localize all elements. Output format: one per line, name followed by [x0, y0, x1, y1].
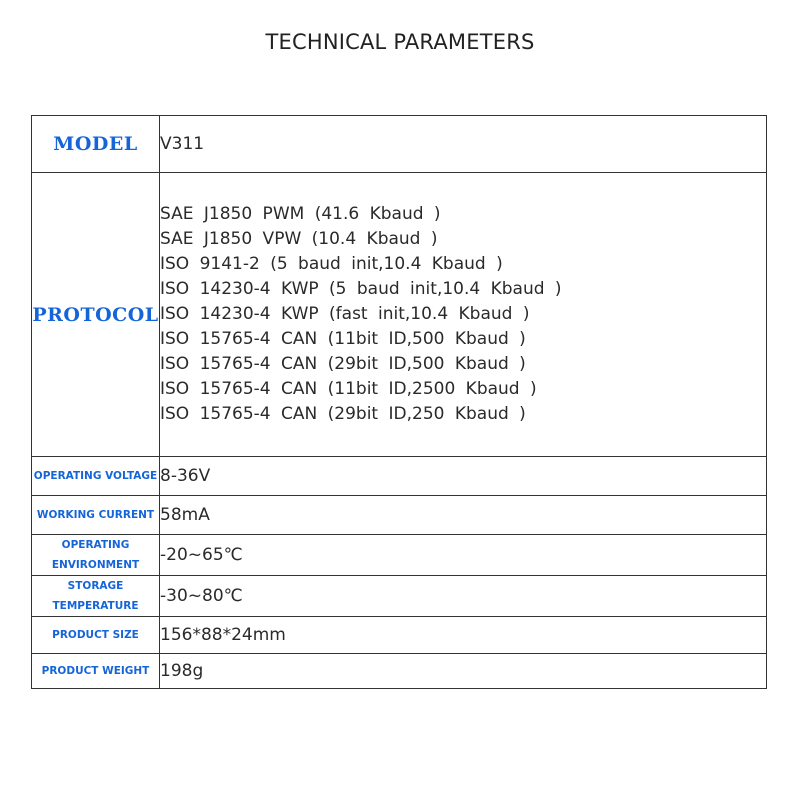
- protocol-item: ISO 15765-4 CAN (29bit ID,500 Kbaud ): [160, 354, 526, 374]
- protocol-item: ISO 14230-4 KWP (fast init,10.4 Kbaud ): [160, 304, 530, 324]
- operating-environment-label-cell: [32, 535, 160, 576]
- working-current-label-cell: [32, 496, 160, 535]
- operating-environment-value: -20~65℃: [160, 535, 767, 576]
- product-weight-label-cell: [32, 654, 160, 689]
- protocol-item: SAE J1850 PWM (41.6 Kbaud ): [160, 204, 441, 224]
- protocol-list: [160, 202, 766, 427]
- model-label: MODEL: [53, 133, 138, 155]
- table-row-operating-environment: [32, 535, 767, 576]
- protocol-value-cell: [160, 173, 767, 457]
- storage-temperature-label-cell: [32, 576, 160, 617]
- model-label-cell: [32, 116, 160, 173]
- protocol-item: SAE J1850 VPW (10.4 Kbaud ): [160, 229, 438, 249]
- protocol-item: ISO 9141-2 (5 baud init,10.4 Kbaud ): [160, 254, 503, 274]
- technical-parameters-table: [31, 115, 767, 689]
- operating-voltage-label-cell: [32, 457, 160, 496]
- product-weight-value: 198g: [160, 654, 767, 689]
- table-row-protocol: [32, 173, 767, 457]
- protocol-item: ISO 15765-4 CAN (11bit ID,2500 Kbaud ): [160, 379, 537, 399]
- table-row-product-size: [32, 617, 767, 654]
- table-row-working-current: [32, 496, 767, 535]
- protocol-item: ISO 15765-4 CAN (29bit ID,250 Kbaud ): [160, 404, 526, 424]
- protocol-label-cell: [32, 173, 160, 457]
- operating-environment-label-line2: ENVIRONMENT: [51, 559, 140, 571]
- table-row-operating-voltage: [32, 457, 767, 496]
- storage-temperature-label-line2: TEMPERATURE: [52, 600, 139, 612]
- page-title: TECHNICAL PARAMETERS: [265, 30, 535, 54]
- operating-voltage-value: 8-36V: [160, 457, 767, 496]
- product-size-value: 156*88*24mm: [160, 617, 767, 654]
- working-current-value: 58mA: [160, 496, 767, 535]
- model-value: V311: [160, 116, 767, 173]
- working-current-label: WORKING CURRENT: [36, 509, 155, 521]
- table-row-product-weight: [32, 654, 767, 689]
- product-size-label-cell: [32, 617, 160, 654]
- operating-voltage-label: OPERATING VOLTAGE: [33, 470, 158, 482]
- product-weight-label: PRODUCT WEIGHT: [41, 665, 150, 677]
- protocol-item: ISO 15765-4 CAN (11bit ID,500 Kbaud ): [160, 329, 526, 349]
- storage-temperature-value: -30~80℃: [160, 576, 767, 617]
- product-size-label: PRODUCT SIZE: [52, 629, 139, 641]
- operating-environment-label-line1: OPERATING: [61, 539, 130, 551]
- protocol-label: PROTOCOL: [32, 303, 159, 326]
- table-row-model: [32, 116, 767, 173]
- table-row-storage-temperature: [32, 576, 767, 617]
- protocol-item: ISO 14230-4 KWP (5 baud init,10.4 Kbaud ): [160, 279, 562, 299]
- storage-temperature-label-line1: STORAGE: [67, 580, 124, 592]
